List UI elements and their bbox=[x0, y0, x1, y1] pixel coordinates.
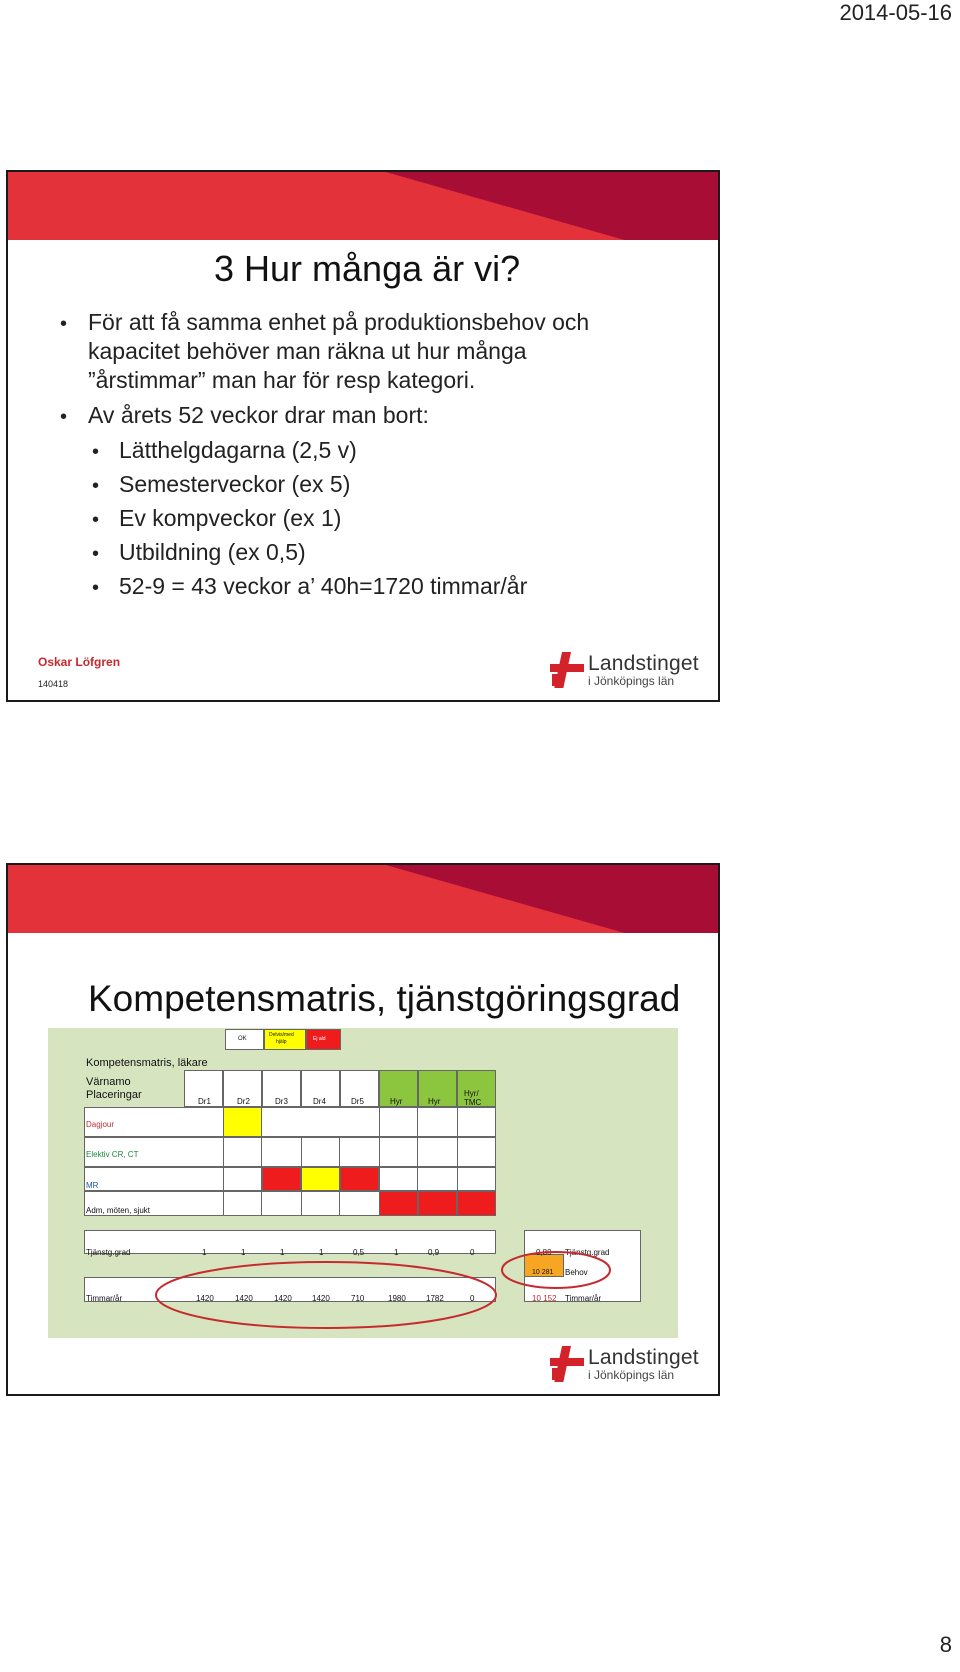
timmar-value: 1420 bbox=[196, 1294, 214, 1303]
col-header: Dr1 bbox=[198, 1097, 211, 1106]
timmar-value: 1420 bbox=[274, 1294, 292, 1303]
slide-title: 3 Hur många är vi? bbox=[214, 248, 521, 289]
bullet-line: Av årets 52 veckor drar man bort: bbox=[88, 402, 429, 428]
cell-no bbox=[340, 1167, 379, 1191]
bullet-line: ”årstimmar” man har för resp kategori. bbox=[88, 367, 476, 393]
summary-timmar-value: 10 152 bbox=[532, 1294, 557, 1303]
slide-date: 140418 bbox=[38, 679, 69, 689]
bullet-dot: • bbox=[92, 475, 100, 497]
row-label: Dagjour bbox=[86, 1120, 115, 1129]
col-header: TMC bbox=[464, 1098, 482, 1107]
bullet-dot: • bbox=[92, 509, 100, 531]
timmar-value: 1782 bbox=[426, 1294, 444, 1303]
tjanstg-value: 0,5 bbox=[353, 1248, 365, 1257]
subbullet: Utbildning (ex 0,5) bbox=[119, 539, 306, 565]
logo-name: Landstinget bbox=[588, 652, 699, 675]
location-label: Värnamo bbox=[86, 1076, 131, 1088]
summary-tjanstg-value: 0,80 bbox=[536, 1248, 552, 1257]
subbullet: Ev kompveckor (ex 1) bbox=[119, 505, 342, 531]
logo-name: Landstinget bbox=[588, 1346, 699, 1369]
landstinget-cross-icon bbox=[550, 1346, 584, 1382]
row-label: Elektiv CR, CT bbox=[86, 1150, 139, 1159]
cell-partial bbox=[223, 1107, 262, 1137]
row-label: Adm, möten, sjukt bbox=[86, 1206, 151, 1215]
col-line bbox=[223, 1137, 262, 1216]
tjanstg-value: 1 bbox=[202, 1248, 207, 1257]
legend-ok-label: OK bbox=[238, 1036, 247, 1042]
slide-2 bbox=[6, 863, 720, 1396]
row-elektiv bbox=[84, 1137, 496, 1167]
col-line bbox=[457, 1107, 496, 1191]
legend-partial-label-2: hjälp bbox=[276, 1039, 287, 1045]
slide-header-band bbox=[8, 172, 718, 240]
timmar-label: Timmar/år bbox=[86, 1294, 123, 1303]
timmar-value: 1420 bbox=[312, 1294, 330, 1303]
summary-timmar-label: Timmar/år bbox=[565, 1294, 602, 1303]
tjanstg-value: 1 bbox=[241, 1248, 246, 1257]
bullet-line: För att få samma enhet på produktionsbehov och bbox=[88, 309, 590, 335]
timmar-value: 710 bbox=[351, 1294, 365, 1303]
row-label: MR bbox=[86, 1181, 99, 1190]
subbullet: Semesterveckor (ex 5) bbox=[119, 471, 351, 497]
slide-header-band bbox=[8, 865, 718, 933]
col-header: Hyr/ bbox=[464, 1089, 479, 1098]
summary-tjanstg-label: Tjänstg.grad bbox=[565, 1248, 610, 1257]
placeringar-label: Placeringar bbox=[86, 1089, 142, 1101]
col-header: Dr2 bbox=[237, 1097, 250, 1106]
col-header: Dr5 bbox=[351, 1097, 364, 1106]
tjanstg-label: Tjänstg.grad bbox=[86, 1248, 131, 1257]
tjanstg-value: 1 bbox=[280, 1248, 285, 1257]
tjanstg-value: 1 bbox=[319, 1248, 324, 1257]
slide-1: 3 Hur många är vi? • För att få samma enhet på produktionsbehov och kapacitet behöver man räkna ut hur många ”årstimmar” man har för resp kategori. • Av årets 52 veckor drar man bort: • Lätthelgdagarna (2,5 v) • Semesterveckor (ex 5) • Ev kompveckor (ex 1) • Utbildning (ex 0,5) • 52-9 = 43 veckor a’ 40h=1720 timmar/år Oskar Löfgren 140418 Landstinget i Jönköpings län bbox=[6, 170, 720, 702]
page-number: 8 bbox=[939, 1632, 952, 1657]
col-header: Dr4 bbox=[313, 1097, 326, 1106]
cell-no bbox=[418, 1191, 457, 1216]
tjanstg-value: 0,9 bbox=[428, 1248, 440, 1257]
timmar-value: 1980 bbox=[388, 1294, 406, 1303]
landstinget-logo bbox=[550, 1346, 700, 1386]
row-dagjour bbox=[84, 1107, 496, 1137]
bullet-dot: • bbox=[92, 577, 100, 599]
logo-subtitle: i Jönköpings län bbox=[588, 674, 675, 688]
bullet-dot: • bbox=[92, 543, 100, 565]
legend-no-label: Ej ald bbox=[313, 1036, 326, 1042]
cell-no bbox=[262, 1167, 301, 1191]
legend-partial-label: Delvis/med bbox=[269, 1032, 294, 1038]
col-line bbox=[301, 1137, 340, 1216]
author-name: Oskar Löfgren bbox=[38, 655, 121, 669]
landstinget-logo bbox=[550, 652, 700, 692]
col-header: Dr3 bbox=[275, 1097, 288, 1106]
behov-value: 10 281 bbox=[532, 1269, 554, 1276]
bullet-line: kapacitet behöver man räkna ut hur många bbox=[88, 338, 527, 364]
timmar-value: 0 bbox=[470, 1294, 475, 1303]
logo-subtitle: i Jönköpings län bbox=[588, 1368, 675, 1382]
tjanstg-value: 1 bbox=[394, 1248, 399, 1257]
timmar-value: 1420 bbox=[235, 1294, 253, 1303]
behov-label: Behov bbox=[565, 1268, 588, 1277]
col-line bbox=[379, 1107, 418, 1191]
col-header: Hyr bbox=[390, 1097, 403, 1106]
cell-no bbox=[379, 1191, 418, 1216]
cell-no bbox=[457, 1191, 496, 1216]
tjanstg-value: 0 bbox=[470, 1248, 475, 1257]
document-date: 2014-05-16 bbox=[839, 0, 952, 25]
slide-title: Kompetensmatris, tjänstgöringsgrad bbox=[88, 978, 681, 1019]
landstinget-cross-icon bbox=[550, 652, 584, 688]
col-header: Hyr bbox=[428, 1097, 441, 1106]
bullet-dot: • bbox=[92, 441, 100, 463]
subbullet: 52-9 = 43 veckor a’ 40h=1720 timmar/år bbox=[119, 573, 528, 599]
matrix-title: Kompetensmatris, läkare bbox=[86, 1057, 208, 1069]
subbullet: Lätthelgdagarna (2,5 v) bbox=[119, 437, 357, 463]
